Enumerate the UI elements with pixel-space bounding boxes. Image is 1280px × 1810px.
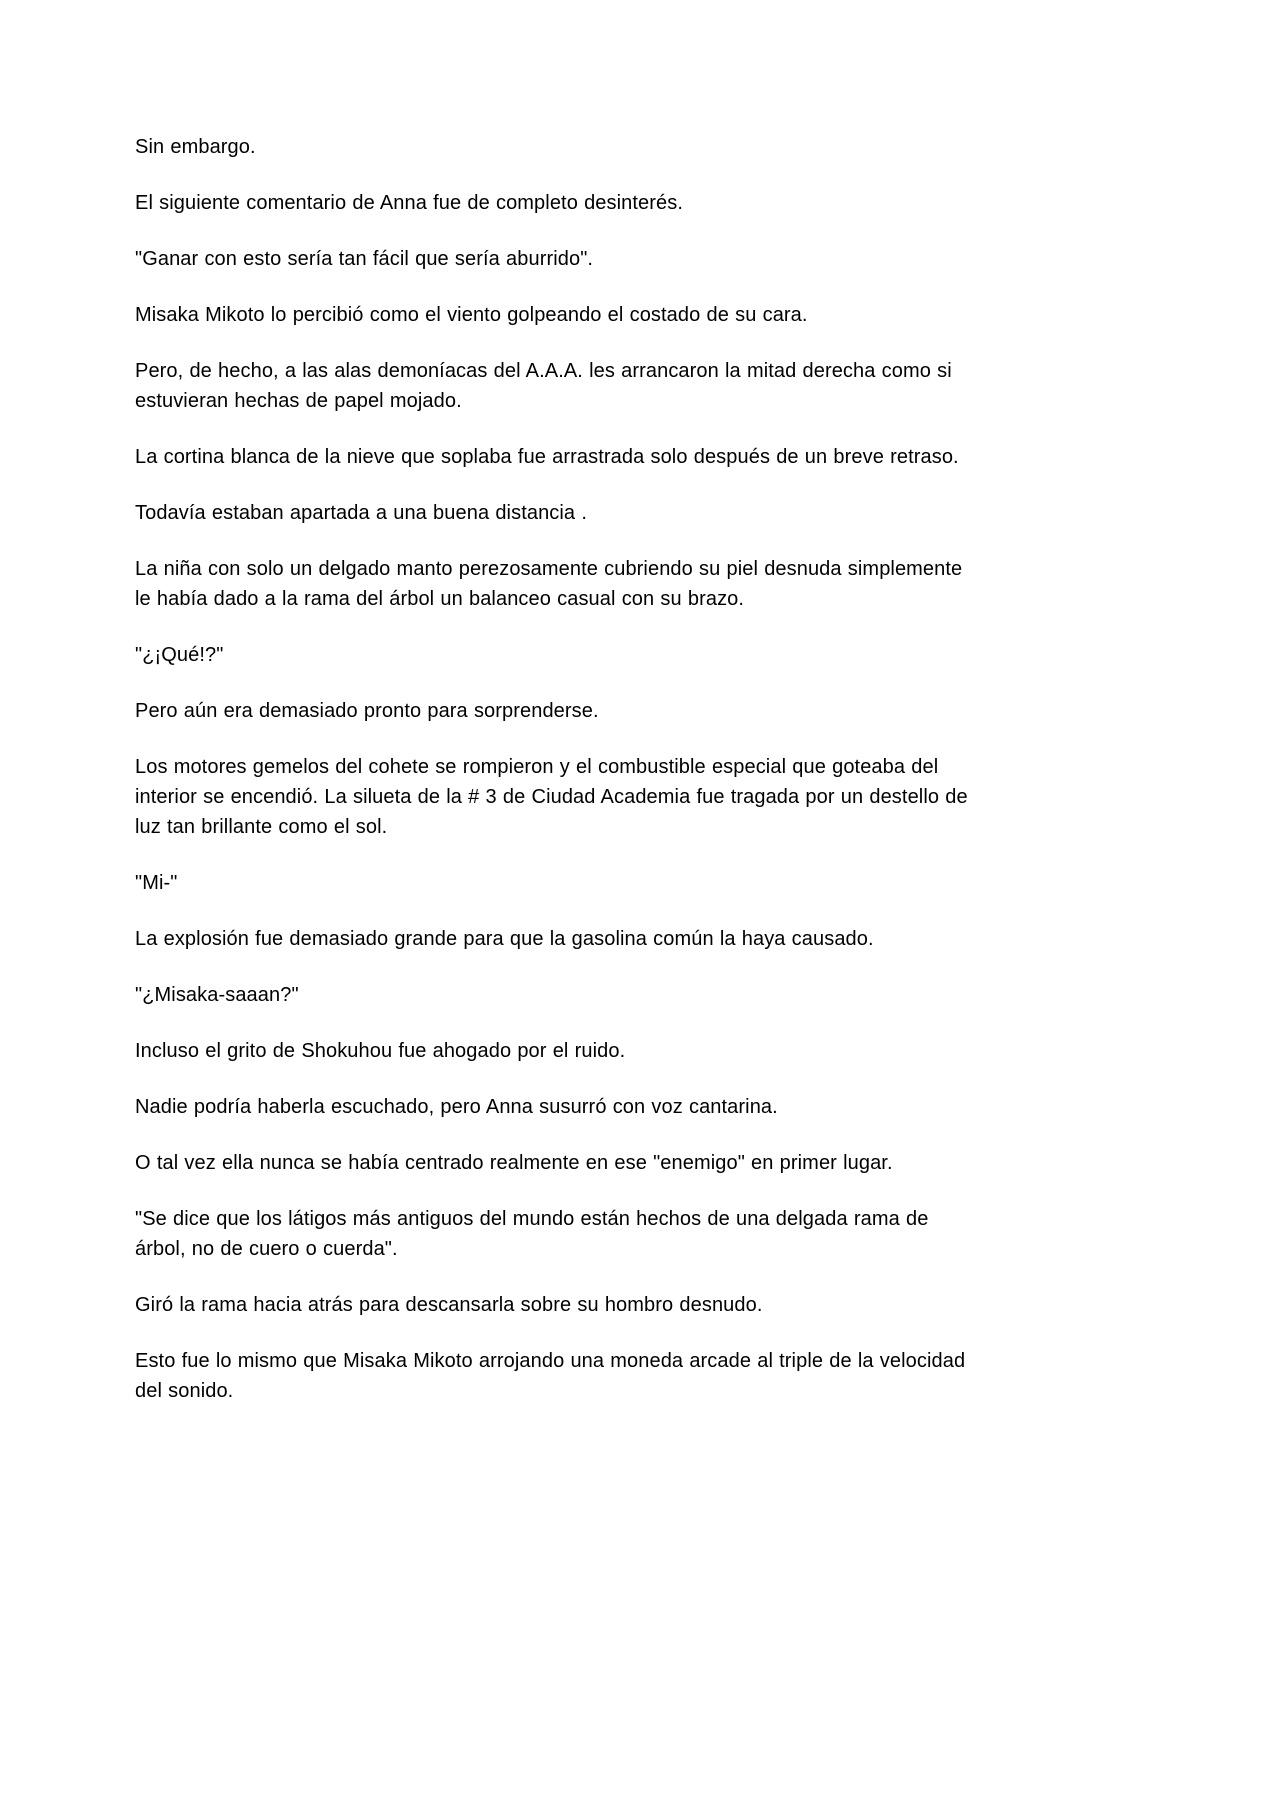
paragraph: Sin embargo. — [135, 136, 256, 158]
paragraph: La explosión fue demasiado grande para que la gasolina común la haya causado. — [135, 928, 874, 950]
paragraph: Giró la rama hacia atrás para descansarla sobre su hombro desnudo. — [135, 1294, 763, 1316]
paragraph: El siguiente comentario de Anna fue de completo desinterés. — [135, 192, 684, 214]
paragraph: Incluso el grito de Shokuhou fue ahogado por el ruido. — [135, 1040, 626, 1062]
paragraph: Nadie podría haberla escuchado, pero Anna susurró con voz cantarina. — [135, 1096, 778, 1118]
paragraph: La cortina blanca de la nieve que soplaba fue arrastrada solo después de un breve retraso. — [135, 446, 959, 468]
paragraph: O tal vez ella nunca se había centrado realmente en ese "enemigo" en primer lugar. — [135, 1152, 893, 1174]
paragraph-container — [135, 132, 1140, 1406]
paragraph: Los motores gemelos del cohete se rompieron y el combustible especial que goteaba del interior se encendió. La silueta de la # 3 de Ciudad Academia fue tragada por un destello de luz tan brillante como el sol. — [135, 756, 968, 838]
paragraph: Pero aún era demasiado pronto para sorprenderse. — [135, 700, 599, 722]
paragraph: "Se dice que los látigos más antiguos del mundo están hechos de una delgada rama de árbol, no de cuero o cuerda". — [135, 1208, 929, 1260]
paragraph: Misaka Mikoto lo percibió como el viento golpeando el costado de su cara. — [135, 304, 808, 326]
paragraph: La niña con solo un delgado manto perezosamente cubriendo su piel desnuda simplemente le había dado a la rama del árbol un balanceo casual con su brazo. — [135, 558, 963, 610]
paragraph: "¿Misaka-saaan?" — [135, 984, 299, 1006]
paragraph: Esto fue lo mismo que Misaka Mikoto arrojando una moneda arcade al triple de la velocidad del sonido. — [135, 1350, 966, 1402]
paragraph: "¿¡Qué!?" — [135, 644, 224, 666]
paragraph: "Ganar con esto sería tan fácil que sería aburrido". — [135, 248, 594, 270]
paragraph: "Mi-" — [135, 872, 178, 894]
paragraph: Todavía estaban apartada a una buena distancia . — [135, 502, 587, 524]
paragraph: Pero, de hecho, a las alas demoníacas del A.A.A. les arrancaron la mitad derecha como si estuvieran hechas de papel mojado. — [135, 360, 952, 412]
